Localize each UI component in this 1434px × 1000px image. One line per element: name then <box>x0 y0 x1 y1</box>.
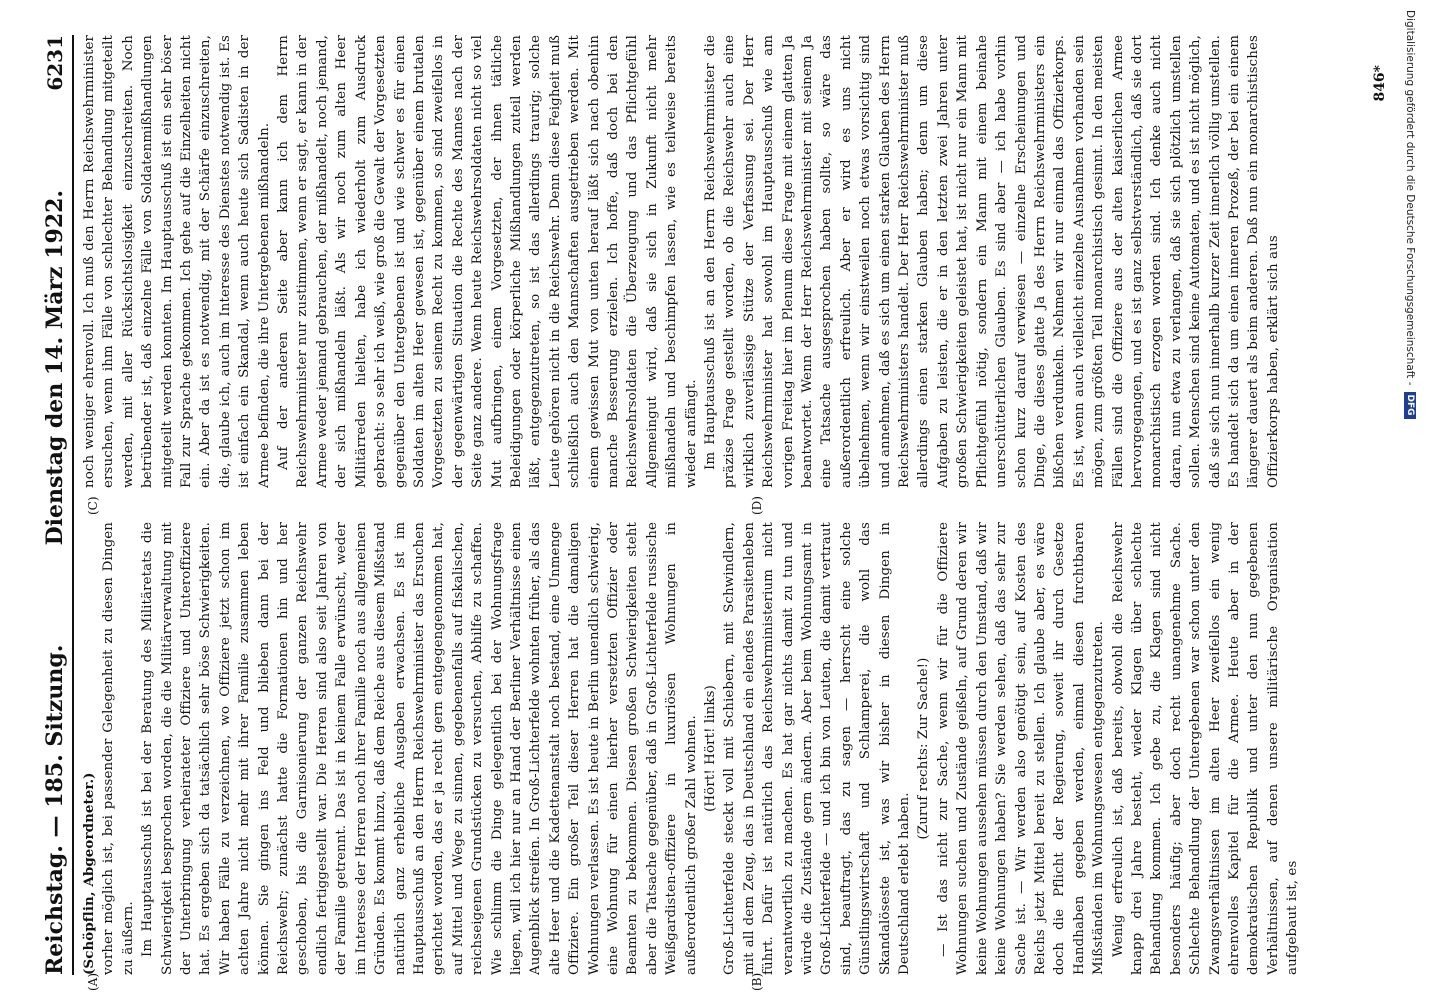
text-columns <box>80 35 1400 975</box>
paragraph: Im Hauptausschuß ist an den Herrn Reichswehrminister die präzise Frage gestellt worden, ob die Reichswehr auch eine wirklich zuverlässige Stütze der Verfassung sei. Der Herr Reichswehrminister hat sowohl im Hauptausschuß wie am vorigen Freitag hier im Plenum diese Frage mit einem glatten Ja beantwortet. Wenn der Herr Reichswehrminister mit seinem Ja eine Tatsache ausgesprochen haben sollte, so wäre das außerordentlich erfreulich. Aber er wird es uns nicht übelnehmen, wenn wir einstweilen noch etwas vorsichtig sind und annehmen, daß es sich um einen starken Glauben des Herrn Reichswehrministers handelt. Der Herr Reichswehrminister muß allerdings einen starken Glauben haben; denn um diese Aufgaben zu leisten, die er in den letzten zwei Jahren unter großen Schwierigkeiten geleistet hat, ist nicht nur ein Mann mit Pflichtgefühl nötig, sondern ein Mann mit einem beinahe unerschütterlichen Glauben. Es sind aber — ich habe vorhin schon kurz darauf verwiesen — einzelne Erscheinungen und Dinge, die dieses glatte Ja des Herrn Reichswehrministers ein bißchen verdunkeln. Nehmen wir nur einmal das Offizierkorps. Es ist, wenn auch vielleicht einzelne Ausnahmen vorhanden sein mögen, zum größten Teil monarchistisch gesinnt. In den meisten Fällen sind die Offiziere aus der alten kaiserlichen Armee hervorgegangen, und es ist ganz selbstverständlich, daß sie dort monarchistisch erzogen worden sind. Ich denke auch nicht daran, nun etwa zu verlangen, daß sie sich plötzlich umstellen sollen. Menschen sind keine Automaten, und es ist nicht möglich, daß sie sich nun innerhalb kurzer Zeit innerlich völlig umstellen. Es handelt sich da um einen inneren Prozeß, der bei ein einem längerer dauert als beim anderen. Daß nun ein monarchistisches Offizierkorps haben, erklärt sich aus <box>703 35 1281 488</box>
paragraph: Groß-Lichterfelde steckt voll mit Schiebern, mit Schwindlern, mit all dem Zeug, das in Deutschland ein elendes Parasitenleben führt. Dafür ist natürlich das Reichswehrministerium nicht verantwortlich zu machen. Es hat gar nichts damit zu tun und würde die Zustände gern ändern. Aber beim Wohnungsamt in Groß-Lichterfelde — und ich bin von Leuten, die damit vertraut sind, beauftragt, das zu sagen — herrscht eine solche Günstlingswirtschaft und Schlamperei, die wohl das Skandalöseste ist, was wir bisher in diesen Dingen in Deutschland erlebt haben. <box>722 522 913 975</box>
paragraph: noch weniger ehrenvoll. Ich muß den Herrn Reichswehrminister ersuchen, wenn ihm Fälle von schlechter Behandlung mitgeteilt werden, mit aller Rücksichtslosigkeit einzuschreiten. Noch betrübender ist, daß einzelne Fälle von Soldatenmißhandlungen mitgeteilt werden konnten. Im Hauptausschuß ist ein sehr böser Fall zur Sprache gekommen. Ich gehe auf die Einzelheiten nicht ein. Aber da ist es notwendig, mit der Schärfe einzuschreiten, die, glaube ich, auch im Interesse des Dienstes notwendig ist. Es ist einfach ein Skandal, wenn auch heute sich Sadisten in der Armee befinden, die ihre Untergebenen mißhandeln. <box>82 35 272 488</box>
margin-mark-b: (B) <box>750 972 764 991</box>
digitization-credit <box>1402 10 1418 990</box>
margin-mark-d: (D) <box>750 496 764 515</box>
column-left <box>80 522 1400 975</box>
dfg-logo-icon: DFG <box>1404 392 1416 419</box>
signature-mark: 846* <box>1372 65 1388 102</box>
credit-text: Digitalisierung gefördert durch die Deutsche Forschungsgemeinschaft - <box>1404 10 1416 386</box>
paragraph: — Ist das nicht zur Sache, wenn wir für die Offiziere Wohnungen suchen und Zustände geißeln, auf Grund deren wir keine Wohnungen aussehen müssen durch den Umstand, daß wir keine Wohnungen haben? Sie werden sehen, daß das sehr zur Sache ist. — Wir werden also genötigt sein, auf Kosten des Reichs jetzt Mittel bereit zu stellen. Ich glaube aber, es wäre doch die Pflicht der Regierung, soweit ihr durch Gesetze Handhaben gegeben werden, einmal diesen furchtbaren Mißständen im Wohnungswesen entgegenzutreten. <box>935 522 1107 975</box>
margin-mark-c: (C) <box>86 496 100 515</box>
header-center: Dienstag den 14. März 1922. <box>42 189 68 546</box>
margin-mark-a: (A) <box>86 972 100 991</box>
paragraph: vorher möglich ist, bei passender Gelegenheit zu diesen Dingen zu äußern. <box>101 522 136 975</box>
paragraph: Im Hauptausschuß ist bei der Beratung des Militäretats die Schwierigkeit besprochen worden, die die Militärverwaltung mit der Unterbringung verheirateter Offiziere und Unteroffiziere hat. Es ergeben sich da tatsächlich sehr böse Schwierigkeiten. Wir haben Fälle zu verzeichnen, wo Offiziere jetzt schon im achten Jahre nicht mehr mit ihrer Familie zusammen leben können. Sie gingen ins Feld und blieben dann bei der Reichswehr; zunächst hatte die Formationen hin und her geschoben, bis die Garnisonierung der ganzen Reichswehr endlich fertiggestellt war. Die Herren sind also seit Jahren von der Familie getrennt. Das ist in keinem Falle erwünscht, weder im Interesse der Herren noch ihrer Familie noch aus allgemeinen Gründen. Es kommt hinzu, daß dem Reiche aus diesem Mißstand natürlich ganz erhebliche Ausgaben erwachsen. Es ist im Hauptausschuß an den Herrn Reichswehrminister das Ersuchen gerichtet worden, das er ja recht gern entgegengenommen hat, auf Mittel und Wege zu sinnen, gegebenenfalls auf fiskalischen, reichseigenen Grundstücken zu versuchen, Abhilfe zu schaffen. Wie schlimm die Dinge gelegentlich bei der Wohnungsfrage liegen, will ich hier nur an Hand der Berliner Verhältnisse einen Augenblick streifen. In Groß-Lichterfelde wohnten früher, als das alte Heer und die Kadettenanstalt noch bestand, eine Unmenge Offiziere. Ein großer Teil dieser Herren hat die damaligen Wohnungen verlassen. Es ist heute in Berlin unendlich schwierig, eine Wohnung für einen hierher versetzten Offizier oder Beamten zu bekommen. Diesen großen Schwierigkeiten steht aber die Tatsache gegenüber, daß in Groß-Lichterfelde russische Weißgardisten-offiziere in luxuriösen Wohnungen in außerordentlich großer Zahl wohnen. <box>140 522 699 975</box>
column-right <box>80 35 1400 488</box>
page-header <box>38 35 74 975</box>
speaker-line: (Schöpflin, Abgeordneter.) <box>81 772 97 975</box>
header-left: Reichstag. — 185. Sitzung. <box>42 644 68 975</box>
interjection: (Hört! Hört! links) <box>703 685 718 812</box>
page-number: 6231 <box>43 35 67 91</box>
paragraph: Auf der anderen Seite aber kann ich dem Herrn Reichswehrminister nur zustimmen, wenn er sagt, er kann in der Armee weder jemand gebrauchen, der mißhandelt, noch jemand, der sich mißhandeln läßt. Als wir noch zum alten Heer Militärreden hielten, habe ich wiederholt zum Ausdruck gebracht: so sehr ich weiß, wie groß die Gewalt der Vorgesetzten gegenüber den Untergebenen ist und wie schwer es für einen Soldaten im alten Heer gewesen ist, gegenüber einem brutalen Vorgesetzten zu seinem Recht zu kommen, so sind zweifellos in der gegenwärtigen Situation die Rechte des Mannes nach der Seite ganz andere. Wenn heute Reichswehrsoldaten nicht so viel Mut aufbringen, einem Vorgesetzten, der ihnen tätliche Beleidigungen oder körperliche Mißhandlungen zuteil werden läßt, entgegenzutreten, so ist das allerdings traurig; solche Leute gehören nicht in die Reichswehr. Denn diese Feigheit muß schließlich auch den Mannschaften ausgetrieben werden. Mit einem gewissen Mut von unten herauf läßt sich nach obenhin manche Besserung erzielen. Ich hoffe, daß doch bei den Reichswehrsoldaten die Überzeugung und das Pflichtgefühl Allgemeingut wird, daß sie sich in Zukunft nicht mehr mißhandeln und beschimpfen lassen, wie es teilweise bereits wieder anfängt. <box>276 35 699 488</box>
interjection: (Zuruf rechts: Zur Sache!) <box>916 657 932 840</box>
document-page <box>30 25 1410 991</box>
paragraph: Wenig erfreulich ist, daß bereits, obwohl die Reichswehr knapp drei Jahre besteht, wieder Klagen über schlechte Behandlung kommen. Ich gebe zu, die Klagen sind nicht besonders häufig; aber doch recht unangenehme Sache. Schlechte Behandlung der Untergebenen war schon unter den Zwangsverhältnissen im alten Heer zweifellos ein wenig ehrenvolles Kapitel für die Armee. Heute aber in der demokratischen Republik und unter den nun gegebenen Verhältnissen, auf denen unsere militärische Organisation aufgebaut ist, es <box>1110 522 1301 975</box>
